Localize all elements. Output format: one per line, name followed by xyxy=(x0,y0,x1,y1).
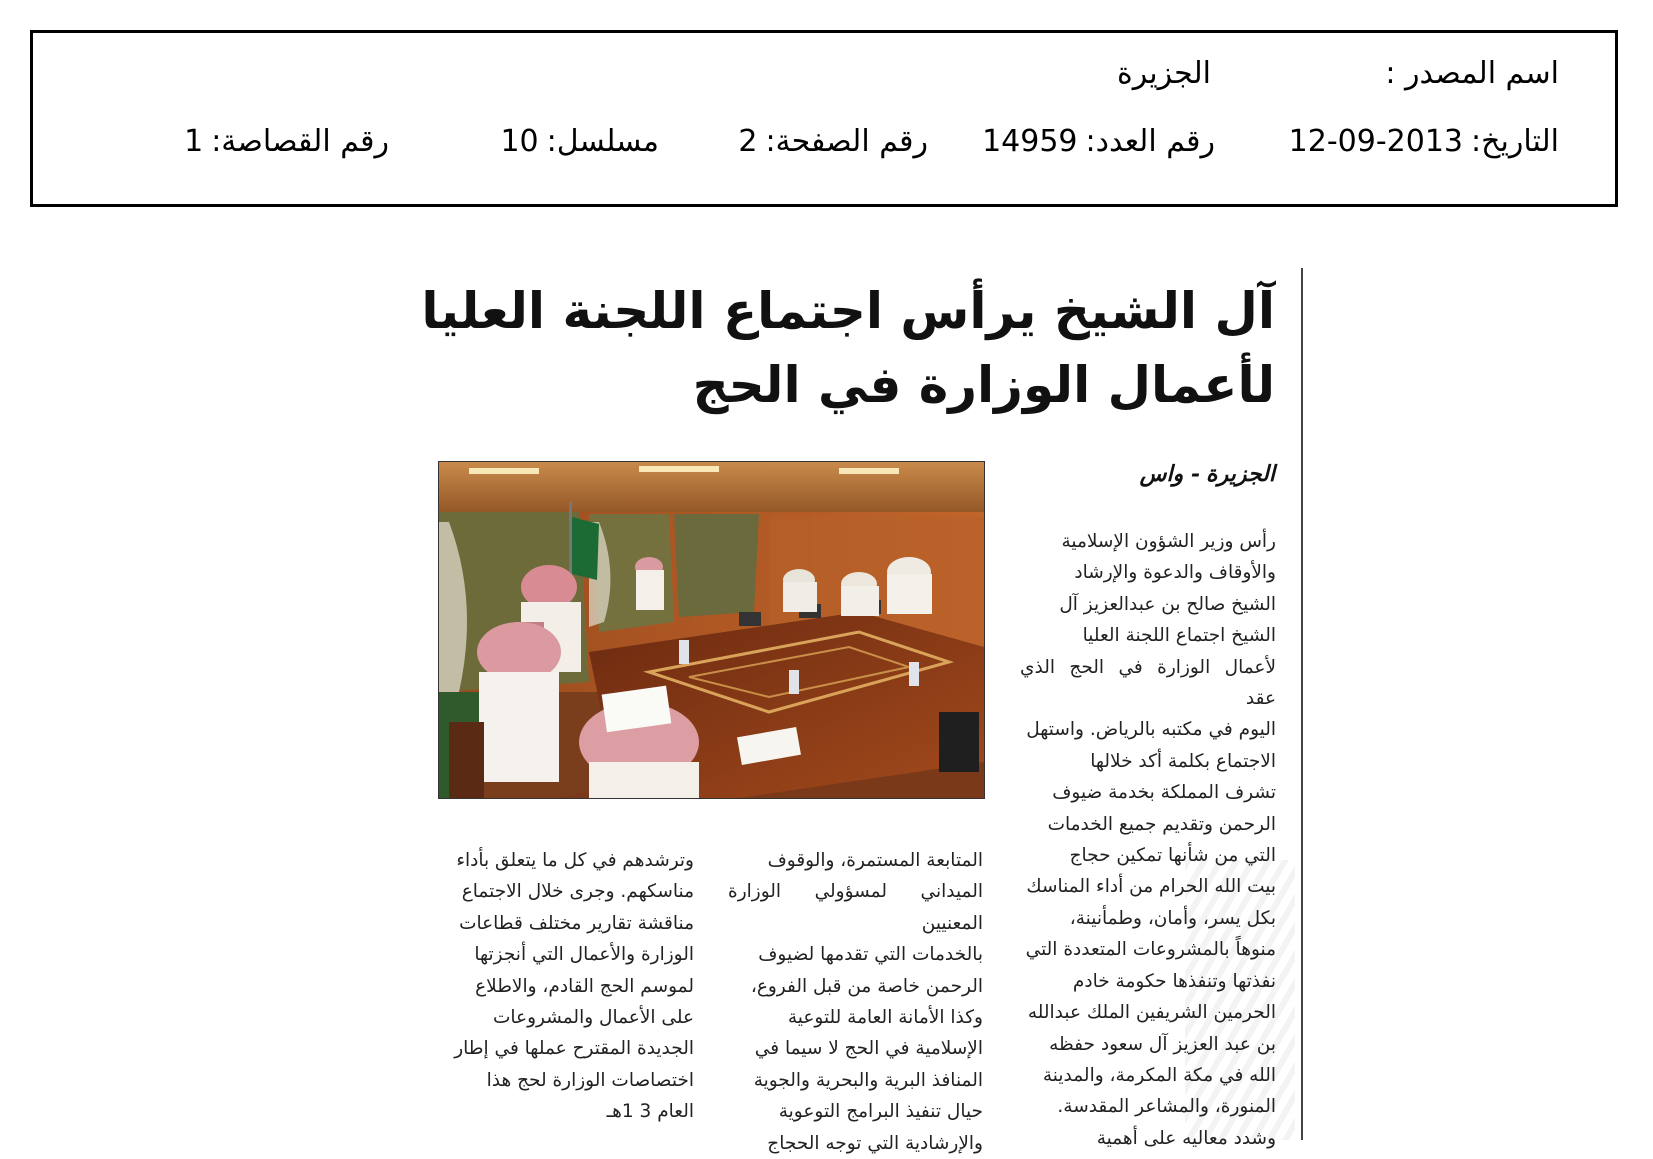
text-line: والأوقاف والدعوة والإرشاد xyxy=(1074,562,1276,584)
text-line: بيت الله الحرام من أداء المناسك xyxy=(1026,876,1276,898)
text-line: لموسم الحج القادم، والاطلاع xyxy=(475,975,694,997)
source-value: الجزيرة xyxy=(1116,56,1211,91)
clipping-field xyxy=(184,124,389,159)
clipping-label: رقم القصاصة: xyxy=(211,124,389,159)
text-line: وشدد معاليه على أهمية xyxy=(1096,1127,1276,1149)
text-line: اختصاصات الوزارة لحج هذا xyxy=(486,1069,694,1091)
text-line: العام 3 1هـ xyxy=(606,1101,694,1123)
clipping-value: 1 xyxy=(184,124,204,159)
text-line: الجديدة المقترح عملها في إطار xyxy=(454,1038,694,1060)
text-line: وترشدهم في كل ما يتعلق بأداء xyxy=(456,850,694,871)
text-line: الحرمين الشريفين الملك عبدالله xyxy=(1027,1002,1276,1024)
text-line: تشرف المملكة بخدمة ضيوف xyxy=(1052,782,1276,804)
page-label: رقم الصفحة: xyxy=(765,124,928,159)
meeting-photo-illustration xyxy=(439,462,984,798)
text-line: على الأعمال والمشروعات xyxy=(493,1007,694,1029)
issue-value: 14959 xyxy=(982,124,1078,159)
text-line: حيال تنفيذ البرامج التوعوية xyxy=(778,1101,983,1123)
serial-label: مسلسل: xyxy=(546,124,659,159)
date-field xyxy=(1288,124,1559,159)
headline-line-2: لأعمال الوزارة في الحج xyxy=(692,356,1275,414)
text-line: وكذا الأمانة العامة للتوعية xyxy=(787,1007,983,1029)
article-column-2 xyxy=(728,845,983,1159)
text-line: الرحمن وتقديم جميع الخدمات xyxy=(1047,813,1276,835)
text-line: الميداني لمسؤولي الوزارة المعنيين xyxy=(728,881,983,934)
text-line: الوزارة والأعمال التي أنجزتها xyxy=(474,944,694,966)
text-line: الشيخ اجتماع اللجنة العليا xyxy=(1082,625,1276,647)
text-line: رأس وزير الشؤون الإسلامية xyxy=(1061,531,1276,552)
text-line: الاجتماع بكلمة أكد خلالها xyxy=(1090,750,1276,772)
article-column-rule xyxy=(1301,268,1303,1140)
text-line: المتابعة المستمرة، والوقوف xyxy=(767,850,983,871)
text-line: التي من شأنها تمكين حجاج xyxy=(1069,845,1276,867)
text-line: اليوم في مكتبه بالرياض. واستهل xyxy=(1026,719,1276,741)
text-line: منوهاً بالمشروعات المتعددة التي xyxy=(1025,939,1276,961)
date-label: التاريخ: xyxy=(1471,124,1559,159)
clipping-header-box xyxy=(30,30,1618,207)
text-line: مناقشة تقارير مختلف قطاعات xyxy=(459,912,694,934)
meeting-photo xyxy=(438,461,985,799)
article-column-3 xyxy=(438,845,694,1128)
text-line: نفذتها وتنفذها حكومة خادم xyxy=(1072,970,1276,992)
serial-field xyxy=(500,124,659,159)
page-field xyxy=(738,124,928,159)
text-line: الشيخ صالح بن عبدالعزيز آل xyxy=(1059,593,1276,615)
text-line: بكل يسر، وأمان، وطمأنينة، xyxy=(1069,907,1276,929)
text-line: الإسلامية في الحج لا سيما في xyxy=(754,1038,983,1060)
issue-field xyxy=(982,124,1215,159)
text-line: الرحمن خاصة من قبل الفروع، xyxy=(750,975,983,997)
page-value: 2 xyxy=(738,124,758,159)
headline-line-1: آل الشيخ يرأس اجتماع اللجنة العليا xyxy=(421,282,1275,340)
issue-label: رقم العدد: xyxy=(1085,124,1215,159)
text-line: بن عبد العزيز آل سعود حفظه xyxy=(1049,1033,1276,1055)
text-line: المنافذ البرية والبحرية والجوية xyxy=(753,1069,983,1091)
byline-source: الجزيرة xyxy=(1206,461,1275,487)
text-line: المنورة، والمشاعر المقدسة. xyxy=(1057,1096,1276,1118)
article-column-1 xyxy=(1020,526,1276,1154)
text-line: والإرشادية التي توجه الحجاج xyxy=(767,1132,983,1154)
date-value: 2013-09-12 xyxy=(1288,124,1464,159)
byline xyxy=(1140,461,1275,487)
serial-value: 10 xyxy=(500,124,539,159)
byline-agency: - واس xyxy=(1139,461,1201,487)
source-label: اسم المصدر : xyxy=(1385,56,1559,91)
text-line: بالخدمات التي تقدمها لضيوف xyxy=(758,944,983,966)
text-line: لأعمال الوزارة في الحج الذي عقد xyxy=(1020,656,1276,710)
text-line: الله في مكة المكرمة، والمدينة xyxy=(1042,1064,1276,1086)
text-line: مناسكهم. وجرى خلال الاجتماع xyxy=(461,881,694,903)
